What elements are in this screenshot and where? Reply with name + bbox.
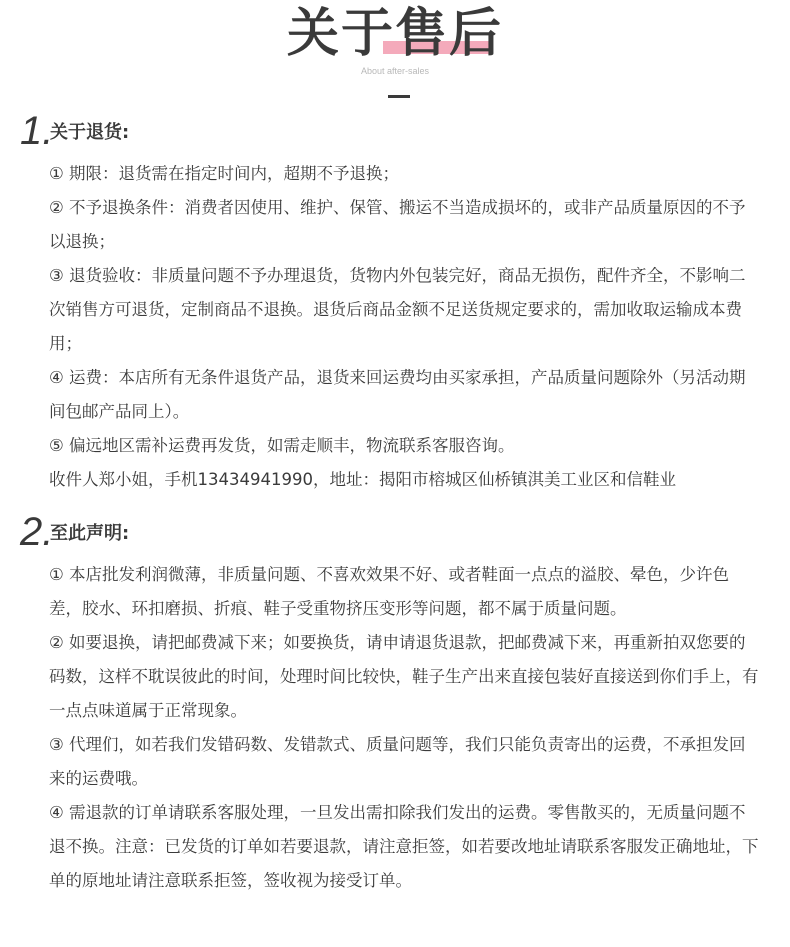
- title-wrap: [0, 2, 790, 66]
- list-item: ① 期限：退货需在指定时间内，超期不予退换；: [49, 164, 400, 183]
- section-returns: [0, 109, 790, 497]
- list-item: ④ 运费：本店所有无条件退货产品，退货来回运费均由买家承担，产品质量问题除外（另活动期间包邮产品同上）。: [49, 368, 746, 421]
- section-title: 关于退货:: [50, 122, 130, 143]
- list-item: ③ 代理们，如若我们发错码数、发错款式、质量问题等，我们只能负责寄出的运费，不承担发回来的运费哦。: [49, 735, 746, 788]
- list-item: ② 不予退换条件：消费者因使用、维护、保管、搬运不当造成损坏的，或非产品质量原因的不予以退换；: [49, 198, 746, 251]
- list-item: ⑤ 偏远地区需补运费再发货，如需走顺丰，物流联系客服咨询。: [49, 436, 515, 455]
- header: [0, 0, 790, 110]
- section-declaration: [0, 510, 790, 898]
- page-title-block: [287, 2, 503, 66]
- section-number: 1.: [20, 109, 54, 153]
- page-title: 关于售后: [286, 4, 503, 64]
- list-item: ④ 需退款的订单请联系客服处理，一旦发出需扣除我们发出的运费。零售散买的，无质量问题不退不换。注意：已发货的订单如若要退款，请注意拒签，如若要改地址请联系客服发正确地址，下单的原地址请注意联系拒签，签收视为接受订单。: [49, 803, 759, 890]
- section-number: 2.: [20, 510, 54, 554]
- section-title: 至此声明:: [50, 523, 130, 544]
- list-item: ② 如要退换，请把邮费减下来；如要换货，请申请退货退款，把邮费减下来，再重新拍双您要的码数，这样不耽误彼此的时间，处理时间比较快，鞋子生产出来直接包装好直接送到你们手上，有一点点味道属于正常现象。: [49, 633, 759, 720]
- title-divider: [388, 95, 410, 98]
- list-item: ① 本店批发利润微薄，非质量问题、不喜欢效果不好、或者鞋面一点点的溢胶、晕色，少许色差，胶水、环扣磨损、折痕、鞋子受重物挤压变形等问题，都不属于质量问题。: [49, 565, 730, 618]
- list-item: 收件人郑小姐，手机13434941990，地址：揭阳市榕城区仙桥镇淇美工业区和信鞋业: [49, 470, 676, 489]
- section-items: [0, 157, 761, 497]
- section-header: [0, 510, 790, 558]
- list-item: ③ 退货验收：非质量问题不予办理退货，货物内外包装完好，商品无损伤，配件齐全，不影响二次销售方可退货，定制商品不退换。退货后商品金额不足送货规定要求的，需加收取运输成本费用；: [49, 266, 746, 353]
- page-subtitle: About after-sales: [360, 66, 430, 76]
- section-items: [0, 558, 761, 898]
- section-header: [0, 109, 790, 157]
